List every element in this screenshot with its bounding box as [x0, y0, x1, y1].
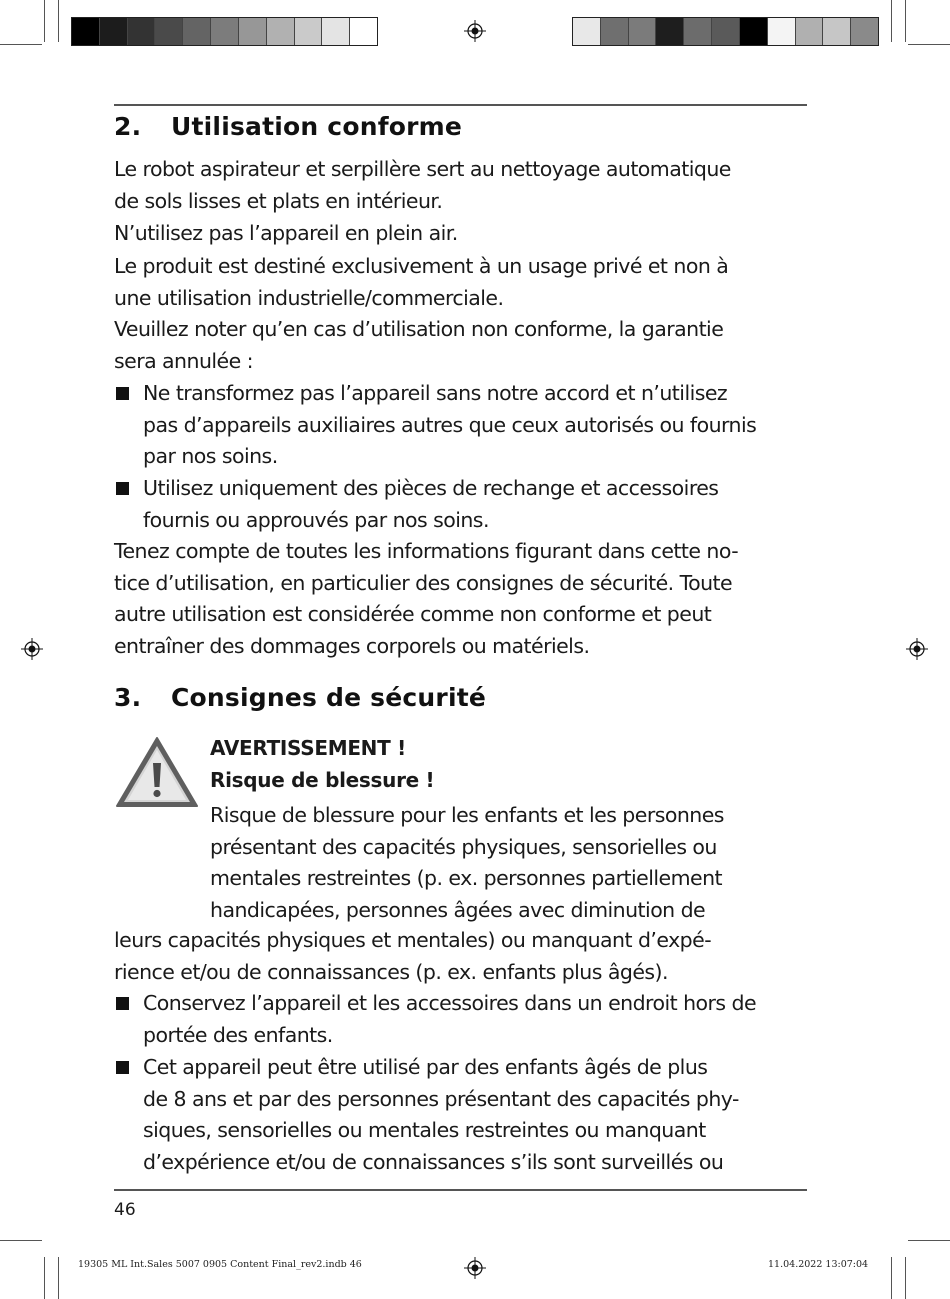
color-swatch — [155, 18, 183, 45]
color-swatch — [851, 18, 878, 45]
crop-mark — [44, 0, 45, 42]
color-swatch — [72, 18, 100, 45]
text-line: N’utilisez pas l’appareil en plein air. — [114, 221, 458, 245]
crop-mark — [905, 0, 906, 42]
color-swatch — [239, 18, 267, 45]
color-swatch — [128, 18, 156, 45]
color-swatch — [100, 18, 128, 45]
text-line: Le robot aspirateur et serpillère sert au nettoyage automatique — [114, 157, 731, 181]
text-line: Veuillez noter qu’en cas d’utilisation non conforme, la garantie — [114, 317, 724, 341]
crop-mark — [891, 1257, 892, 1299]
color-swatch — [796, 18, 824, 45]
color-swatch — [684, 18, 712, 45]
text-line: siques, sensorielles ou mentales restreintes ou manquant — [143, 1118, 706, 1142]
text-line: portée des enfants. — [143, 1022, 333, 1047]
text-line: autre utilisation est considérée comme non conforme et peut — [114, 602, 712, 626]
paragraph — [114, 218, 814, 250]
footer-rule — [114, 1189, 807, 1191]
crop-mark — [0, 44, 42, 45]
text-line: rience et/ou de connaissances (p. ex. enfants plus âgés). — [114, 959, 668, 984]
color-swatch — [350, 18, 377, 45]
warning-subtitle: Risque de blessure ! — [210, 768, 435, 792]
crop-mark — [0, 1240, 42, 1241]
warning-body-continued — [114, 925, 711, 988]
color-swatch — [601, 18, 629, 45]
crop-mark — [58, 0, 59, 42]
text-line: présentant des capacités physiques, sensorielles ou — [210, 834, 717, 859]
text-line: Risque de blessure pour les enfants et les personnes — [210, 803, 724, 827]
text-line: une utilisation industrielle/commerciale. — [114, 285, 504, 310]
color-swatch — [295, 18, 323, 45]
crop-mark — [891, 0, 892, 42]
text-line: handicapées, personnes âgées avec diminution de — [210, 897, 706, 922]
bullet-square-icon — [116, 997, 129, 1010]
text-line: fournis ou approuvés par nos soins. — [143, 507, 489, 532]
text-line: Tenez compte de toutes les informations figurant dans cette no- — [114, 539, 739, 563]
paragraph — [114, 154, 814, 217]
crop-mark — [908, 44, 950, 45]
section-title: Utilisation conforme — [171, 112, 463, 141]
color-swatch — [267, 18, 295, 45]
color-swatch — [712, 18, 740, 45]
section-number: 3. — [114, 683, 142, 712]
registration-mark-icon — [21, 638, 43, 660]
color-swatch — [211, 18, 239, 45]
text-line: de 8 ans et par des personnes présentant des capacités phy- — [143, 1086, 739, 1111]
color-swatch — [573, 18, 601, 45]
color-swatch — [823, 18, 851, 45]
text-line: Ne transformez pas l’appareil sans notre accord et n’utilisez — [143, 381, 728, 405]
crop-mark — [44, 1257, 45, 1299]
slug-timestamp: 11.04.2022 13:07:04 — [768, 1259, 869, 1270]
registration-mark-icon — [906, 638, 928, 660]
bullet-square-icon — [116, 387, 129, 400]
text-line: entraîner des dommages corporels ou matériels. — [114, 633, 590, 658]
text-line: d’expérience et/ou de connaissances s’ils sont surveillés ou — [143, 1149, 724, 1174]
registration-mark-icon — [464, 20, 486, 42]
color-swatch — [322, 18, 350, 45]
section-title: Consignes de sécurité — [171, 683, 487, 712]
slug-file-info: 19305 ML Int.Sales 5007 0905 Content Final_rev2.indb 46 — [78, 1259, 362, 1270]
warning-triangle-icon — [115, 736, 199, 808]
text-line: Utilisez uniquement des pièces de rechange et accessoires — [143, 476, 719, 500]
text-line: Conservez l’appareil et les accessoires dans un endroit hors de — [143, 991, 757, 1015]
crop-mark — [908, 1240, 950, 1241]
warning-label: AVERTISSEMENT ! — [210, 736, 406, 760]
text-line: Cet appareil peut être utilisé par des enfants âgés de plus — [143, 1055, 708, 1079]
header-rule — [114, 104, 807, 106]
crop-mark — [58, 1257, 59, 1299]
section-heading — [114, 112, 462, 141]
paragraph — [114, 536, 814, 662]
color-swatch — [629, 18, 657, 45]
color-swatch — [740, 18, 768, 45]
page-number: 46 — [114, 1200, 136, 1220]
text-line: par nos soins. — [143, 444, 278, 468]
text-line: leurs capacités physiques et mentales) ou manquant d’expé- — [114, 928, 712, 952]
warning-body — [210, 800, 724, 926]
text-line: de sols lisses et plats en intérieur. — [114, 188, 443, 213]
color-bar-right — [572, 17, 879, 46]
text-line: sera annulée : — [114, 348, 253, 373]
text-line: pas d’appareils auxiliaires autres que ceux autorisés ou fournis — [143, 412, 757, 437]
section-number: 2. — [114, 112, 142, 141]
color-swatch — [656, 18, 684, 45]
bullet-square-icon — [116, 1061, 129, 1074]
paragraph — [114, 251, 814, 314]
text-line: tice d’utilisation, en particulier des consignes de sécurité. Toute — [114, 570, 733, 595]
bullet-square-icon — [116, 482, 129, 495]
crop-mark — [905, 1257, 906, 1299]
text-line: Le produit est destiné exclusivement à un usage privé et non à — [114, 254, 729, 278]
color-swatch — [768, 18, 796, 45]
registration-mark-icon — [464, 1257, 486, 1279]
color-swatch — [183, 18, 211, 45]
paragraph — [114, 314, 814, 377]
section-heading — [114, 683, 486, 712]
text-line: mentales restreintes (p. ex. personnes partiellement — [210, 866, 723, 890]
color-bar-left — [71, 17, 378, 46]
